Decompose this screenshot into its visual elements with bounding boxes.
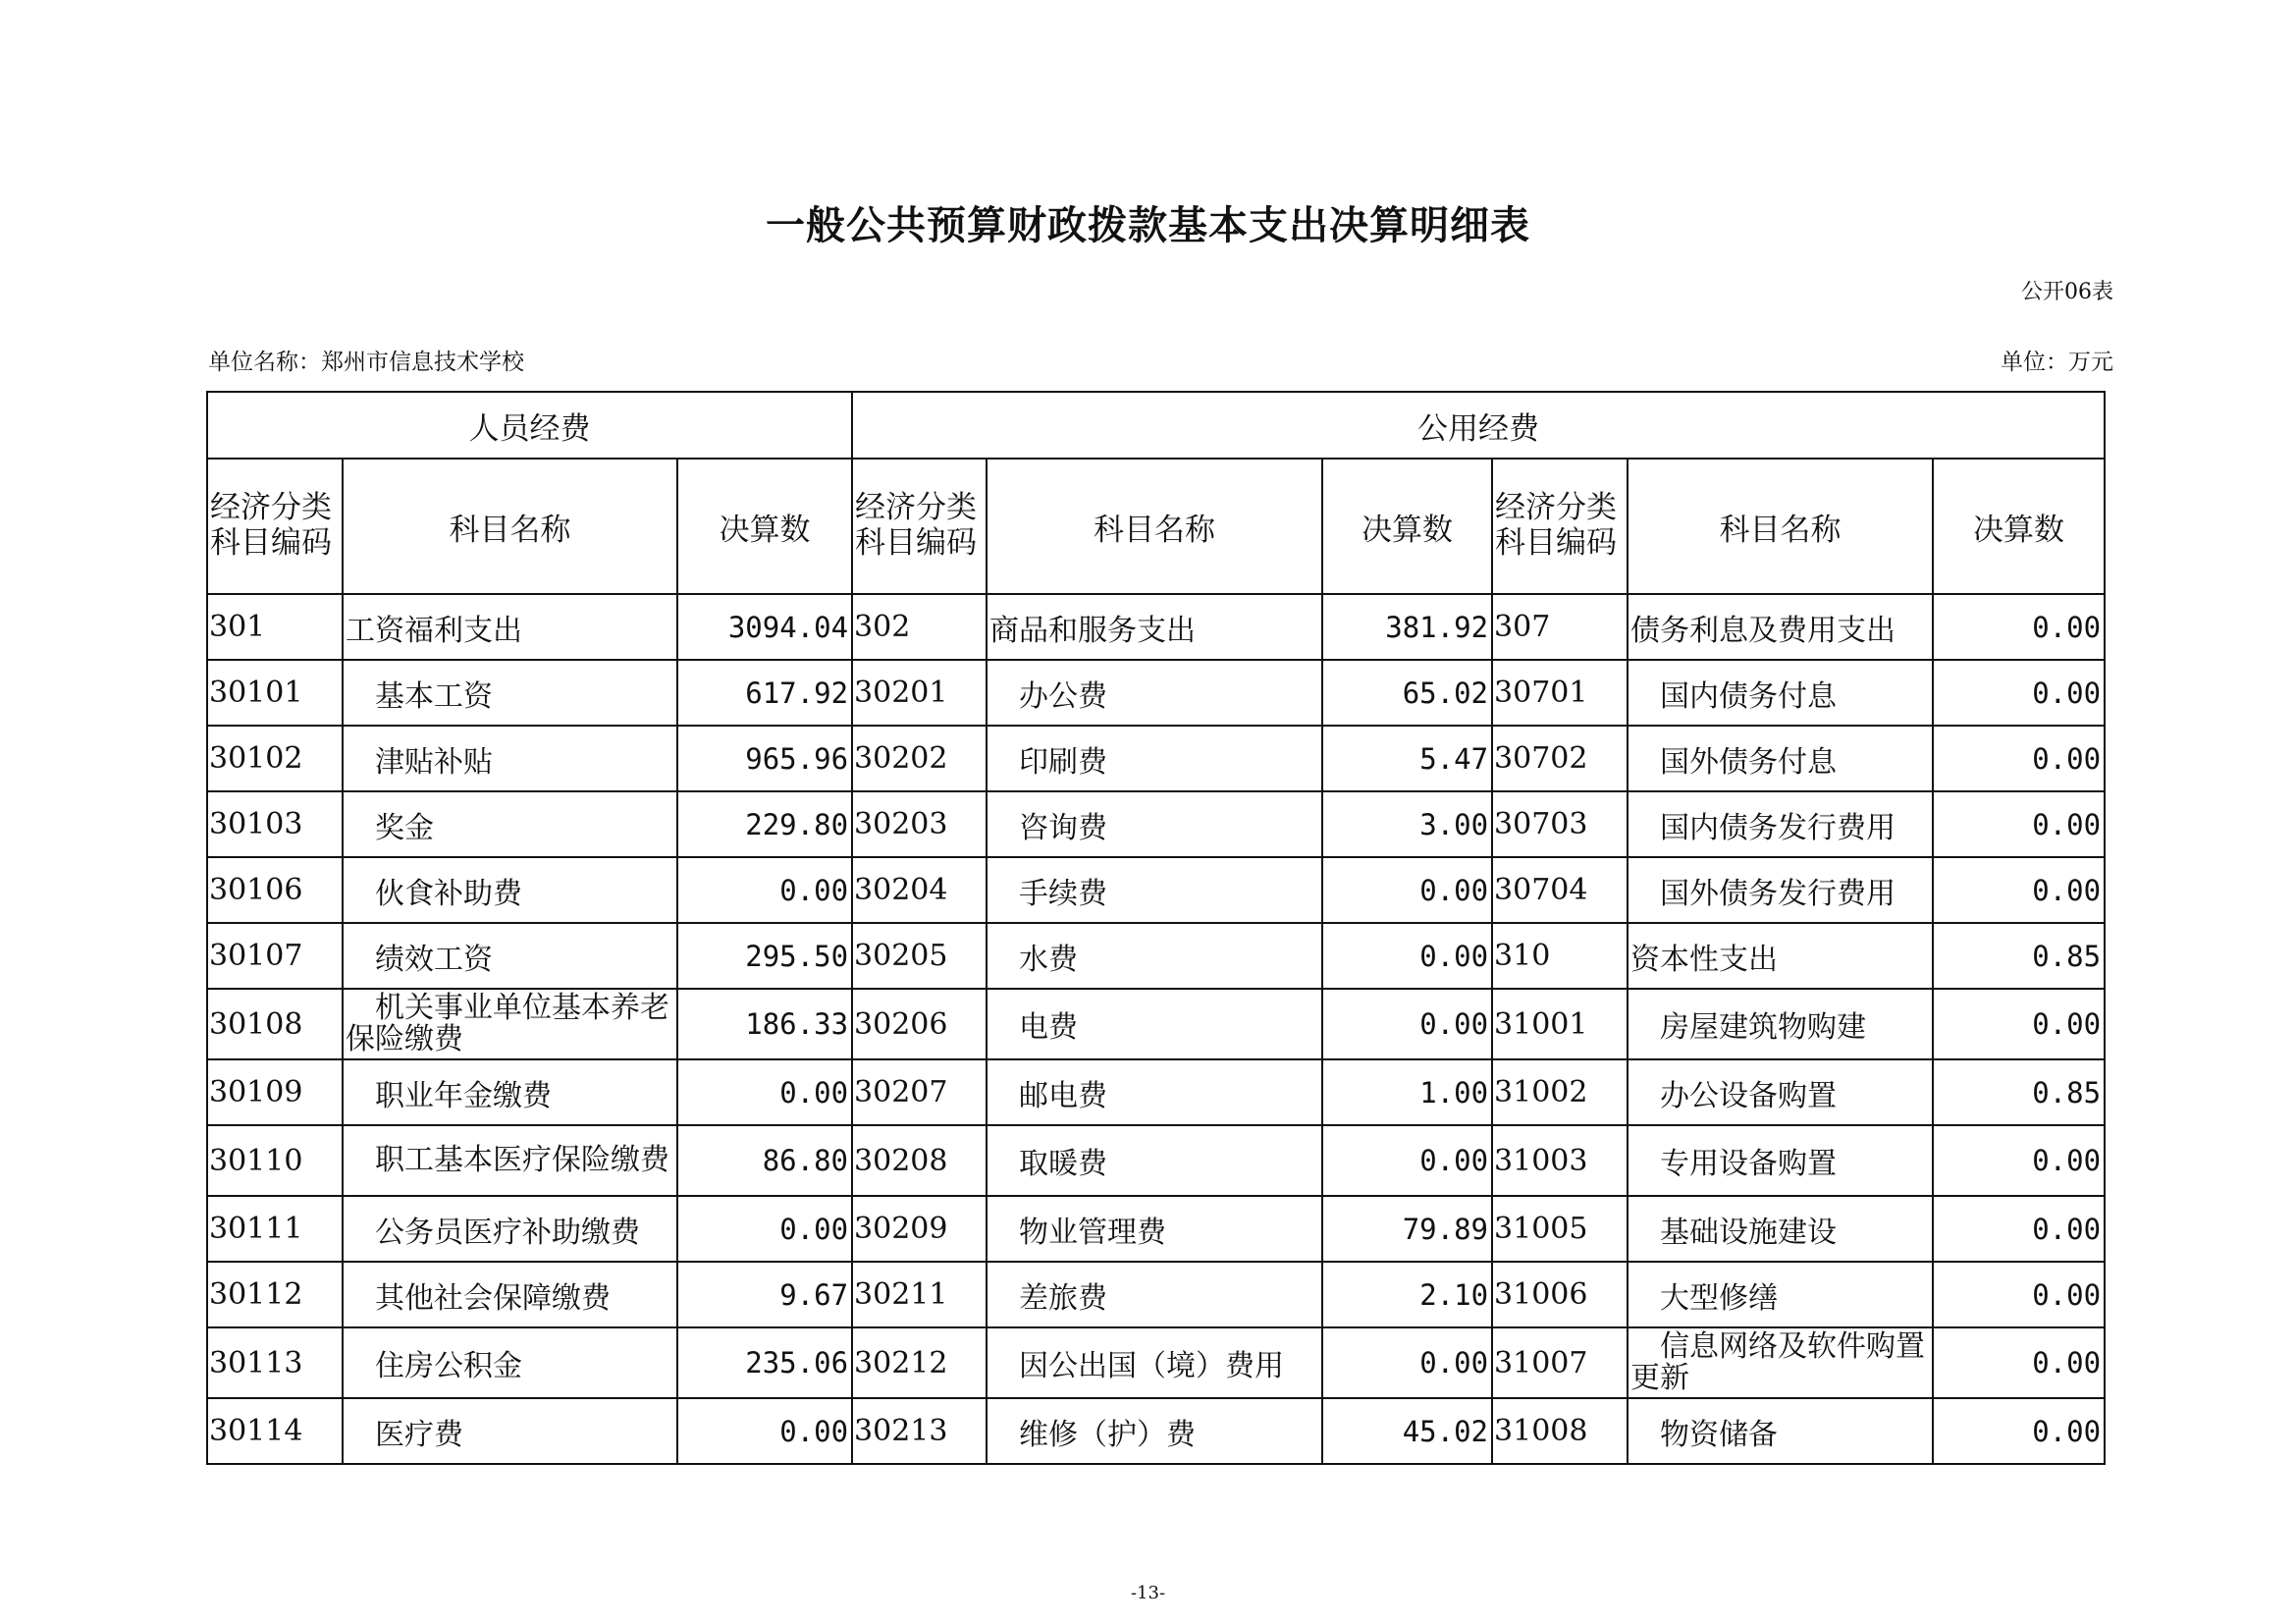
- cell-amount: 0.00: [1322, 923, 1492, 989]
- cell-name: 职业年金缴费: [343, 1059, 677, 1125]
- section-personnel: 人员经费: [207, 392, 852, 459]
- cell-code: 30211: [852, 1262, 987, 1327]
- cell-amount: 79.89: [1322, 1196, 1492, 1262]
- cell-name: 手续费: [987, 857, 1322, 923]
- cell-code: 30102: [207, 726, 343, 791]
- cell-name: 国外债务发行费用: [1628, 857, 1933, 923]
- cell-name: 基础设施建设: [1628, 1196, 1933, 1262]
- cell-amount: 0.00: [1933, 594, 2105, 660]
- cell-amount: 295.50: [677, 923, 852, 989]
- cell-amount: 0.00: [677, 1196, 852, 1262]
- cell-code: 310: [1492, 923, 1628, 989]
- cell-amount: 0.00: [1933, 989, 2105, 1059]
- column-header-row: [207, 459, 2105, 594]
- cell-amount: 0.00: [1933, 791, 2105, 857]
- unit-name: 单位名称：郑州市信息技术学校: [208, 350, 524, 375]
- cell-name: 债务利息及费用支出: [1628, 594, 1933, 660]
- cell-amount: 0.00: [1933, 857, 2105, 923]
- cell-amount: 0.00: [1322, 989, 1492, 1059]
- cell-name: 国外债务付息: [1628, 726, 1933, 791]
- cell-name: 职工基本医疗保险缴费: [343, 1125, 677, 1196]
- cell-code: 30201: [852, 660, 987, 726]
- cell-code: 31001: [1492, 989, 1628, 1059]
- cell-name: 国内债务付息: [1628, 660, 1933, 726]
- cell-amount: 0.00: [1322, 857, 1492, 923]
- cell-code: 30208: [852, 1125, 987, 1196]
- table-row: [207, 923, 2105, 989]
- cell-name: 物业管理费: [987, 1196, 1322, 1262]
- cell-code: 30106: [207, 857, 343, 923]
- cell-code: 30204: [852, 857, 987, 923]
- header-code: 经济分类科目编码: [207, 459, 343, 594]
- section-public: 公用经费: [852, 392, 2105, 459]
- cell-code: 30701: [1492, 660, 1628, 726]
- cell-amount: 1.00: [1322, 1059, 1492, 1125]
- cell-amount: 3.00: [1322, 791, 1492, 857]
- cell-amount: 0.00: [1933, 1327, 2105, 1398]
- table-row: [207, 1196, 2105, 1262]
- expenditure-table: [206, 391, 2106, 1465]
- cell-name: 住房公积金: [343, 1327, 677, 1398]
- cell-amount: 0.00: [1322, 1327, 1492, 1398]
- cell-name: 印刷费: [987, 726, 1322, 791]
- cell-name: 信息网络及软件购置更新: [1628, 1327, 1933, 1398]
- cell-amount: 45.02: [1322, 1398, 1492, 1464]
- cell-name: 大型修缮: [1628, 1262, 1933, 1327]
- table-row: [207, 1398, 2105, 1464]
- cell-code: 301: [207, 594, 343, 660]
- cell-code: 30202: [852, 726, 987, 791]
- table-row: [207, 989, 2105, 1059]
- cell-code: 30203: [852, 791, 987, 857]
- table-row: [207, 594, 2105, 660]
- cell-amount: 0.00: [677, 1398, 852, 1464]
- table-row: [207, 1125, 2105, 1196]
- cell-name: 机关事业单位基本养老保险缴费: [343, 989, 677, 1059]
- cell-code: 30107: [207, 923, 343, 989]
- cell-code: 30212: [852, 1327, 987, 1398]
- cell-code: 30113: [207, 1327, 343, 1398]
- cell-amount: 0.00: [1322, 1125, 1492, 1196]
- cell-amount: 0.00: [1933, 1196, 2105, 1262]
- cell-code: 30108: [207, 989, 343, 1059]
- cell-name: 维修（护）费: [987, 1398, 1322, 1464]
- cell-name: 咨询费: [987, 791, 1322, 857]
- cell-amount: 0.85: [1933, 1059, 2105, 1125]
- header-amount: 决算数: [677, 459, 852, 594]
- cell-amount: 9.67: [677, 1262, 852, 1327]
- cell-amount: 2.10: [1322, 1262, 1492, 1327]
- cell-name: 水费: [987, 923, 1322, 989]
- section-header-row: [207, 392, 2105, 459]
- cell-name: 资本性支出: [1628, 923, 1933, 989]
- cell-name: 差旅费: [987, 1262, 1322, 1327]
- cell-name: 邮电费: [987, 1059, 1322, 1125]
- cell-code: 31005: [1492, 1196, 1628, 1262]
- cell-code: 30114: [207, 1398, 343, 1464]
- cell-amount: 0.00: [1933, 1262, 2105, 1327]
- cell-name: 津贴补贴: [343, 726, 677, 791]
- cell-code: 30103: [207, 791, 343, 857]
- table-row: [207, 791, 2105, 857]
- header-amount: 决算数: [1322, 459, 1492, 594]
- table-row: [207, 1059, 2105, 1125]
- cell-amount: 235.06: [677, 1327, 852, 1398]
- cell-name: 办公设备购置: [1628, 1059, 1933, 1125]
- cell-amount: 0.00: [1933, 660, 2105, 726]
- cell-name: 绩效工资: [343, 923, 677, 989]
- currency-unit: 单位：万元: [2001, 350, 2113, 375]
- cell-amount: 0.00: [1933, 726, 2105, 791]
- cell-name: 专用设备购置: [1628, 1125, 1933, 1196]
- cell-code: 30112: [207, 1262, 343, 1327]
- cell-code: 30702: [1492, 726, 1628, 791]
- cell-amount: 0.00: [1933, 1398, 2105, 1464]
- cell-code: 30209: [852, 1196, 987, 1262]
- cell-code: 30206: [852, 989, 987, 1059]
- cell-amount: 186.33: [677, 989, 852, 1059]
- cell-amount: 5.47: [1322, 726, 1492, 791]
- cell-code: 30207: [852, 1059, 987, 1125]
- page-title: 一般公共预算财政拨款基本支出决算明细表: [766, 202, 1530, 248]
- cell-amount: 381.92: [1322, 594, 1492, 660]
- page-number: -13-: [1130, 1583, 1166, 1603]
- cell-name: 奖金: [343, 791, 677, 857]
- table-row: [207, 1327, 2105, 1398]
- cell-name: 商品和服务支出: [987, 594, 1322, 660]
- cell-amount: 0.00: [677, 1059, 852, 1125]
- cell-code: 31007: [1492, 1327, 1628, 1398]
- cell-code: 30101: [207, 660, 343, 726]
- header-amount: 决算数: [1933, 459, 2105, 594]
- cell-code: 30703: [1492, 791, 1628, 857]
- cell-name: 办公费: [987, 660, 1322, 726]
- table-row: [207, 857, 2105, 923]
- cell-amount: 0.85: [1933, 923, 2105, 989]
- cell-code: 307: [1492, 594, 1628, 660]
- cell-code: 31002: [1492, 1059, 1628, 1125]
- cell-code: 30111: [207, 1196, 343, 1262]
- cell-code: 30704: [1492, 857, 1628, 923]
- cell-amount: 3094.04: [677, 594, 852, 660]
- form-code: 公开06表: [2021, 280, 2113, 304]
- table-row: [207, 1262, 2105, 1327]
- cell-name: 国内债务发行费用: [1628, 791, 1933, 857]
- cell-code: 30213: [852, 1398, 987, 1464]
- cell-name: 因公出国（境）费用: [987, 1327, 1322, 1398]
- cell-name: 取暖费: [987, 1125, 1322, 1196]
- cell-amount: 86.80: [677, 1125, 852, 1196]
- header-name: 科目名称: [343, 459, 677, 594]
- cell-code: 302: [852, 594, 987, 660]
- cell-name: 基本工资: [343, 660, 677, 726]
- cell-name: 电费: [987, 989, 1322, 1059]
- cell-name: 工资福利支出: [343, 594, 677, 660]
- cell-name: 伙食补助费: [343, 857, 677, 923]
- cell-amount: 65.02: [1322, 660, 1492, 726]
- cell-name: 房屋建筑物购建: [1628, 989, 1933, 1059]
- cell-code: 30205: [852, 923, 987, 989]
- cell-code: 30110: [207, 1125, 343, 1196]
- header-name: 科目名称: [1628, 459, 1933, 594]
- cell-name: 物资储备: [1628, 1398, 1933, 1464]
- cell-amount: 229.80: [677, 791, 852, 857]
- table-row: [207, 660, 2105, 726]
- cell-amount: 0.00: [1933, 1125, 2105, 1196]
- cell-code: 30109: [207, 1059, 343, 1125]
- cell-name: 医疗费: [343, 1398, 677, 1464]
- cell-name: 公务员医疗补助缴费: [343, 1196, 677, 1262]
- cell-code: 31003: [1492, 1125, 1628, 1196]
- cell-amount: 617.92: [677, 660, 852, 726]
- cell-code: 31008: [1492, 1398, 1628, 1464]
- cell-amount: 965.96: [677, 726, 852, 791]
- cell-code: 31006: [1492, 1262, 1628, 1327]
- cell-amount: 0.00: [677, 857, 852, 923]
- cell-name: 其他社会保障缴费: [343, 1262, 677, 1327]
- header-code: 经济分类科目编码: [1492, 459, 1628, 594]
- header-code: 经济分类科目编码: [852, 459, 987, 594]
- table-row: [207, 726, 2105, 791]
- header-name: 科目名称: [987, 459, 1322, 594]
